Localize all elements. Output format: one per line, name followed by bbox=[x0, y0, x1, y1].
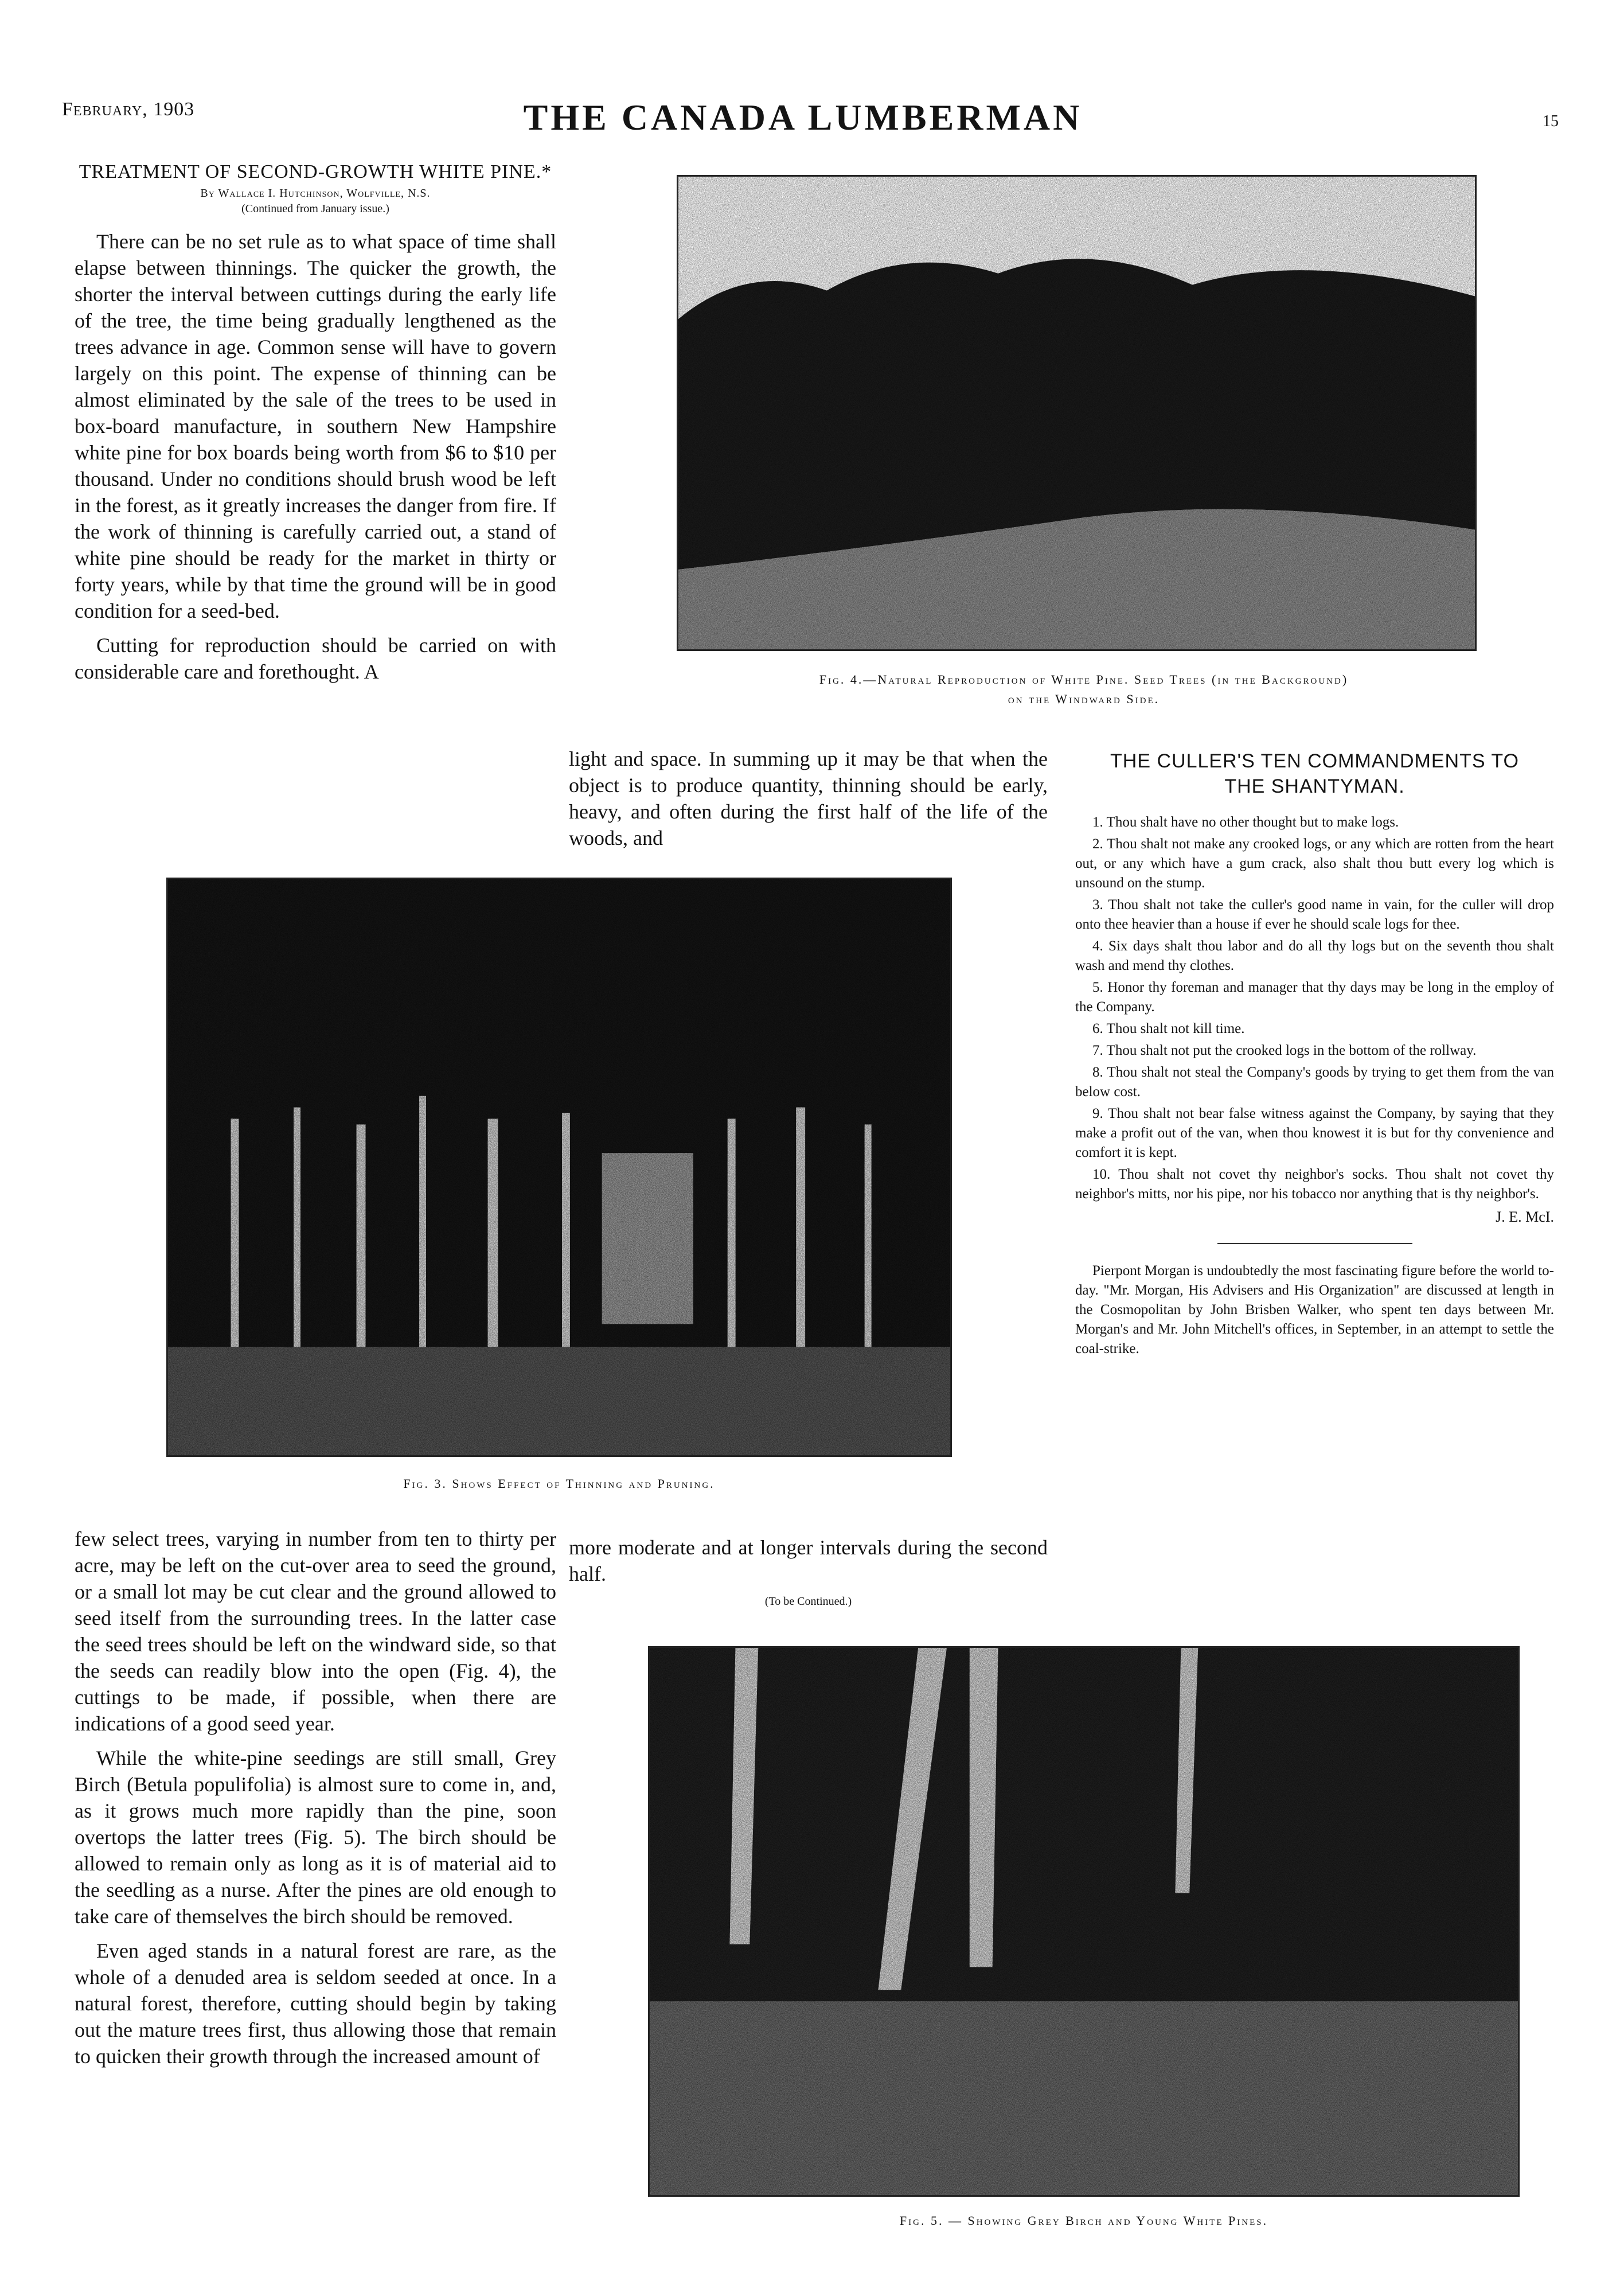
issue-date: February, 1903 bbox=[62, 99, 195, 120]
commandment-item: 8. Thou shalt not steal the Company's goods by trying to get them from the van below cost. bbox=[1075, 1065, 1554, 1100]
to-be-continued: (To be Continued.) bbox=[764, 1595, 852, 1608]
commandments-title-line2: THE SHANTYMAN. bbox=[1224, 775, 1405, 797]
fig3-photo bbox=[166, 878, 952, 1457]
fig4-caption-line1: Fig. 4.—Natural Reproduction of White Pine. Seed Trees (in the Background) bbox=[819, 672, 1349, 687]
article-paragraph: light and space. In summing up it may be that when the object is to produce quantity, thinning should be early, heavy, and often during the first half of the life of the woods, and bbox=[569, 747, 1048, 849]
masthead: THE CANADA LUMBERMAN bbox=[523, 97, 1083, 138]
article-column-1-top bbox=[75, 161, 556, 693]
article-paragraph: There can be no set rule as to what space of time shall elapse between thinnings. The quicker the growth, the shorter the interval between cuttings during the early life of the tree, the time being gradually lengthened as the trees advance in age. Common sense will have to govern largely on this point. The expense of thinning can be almost eliminated by the sale of the trees to be used in box-board manufacture, in southern New Hampshire white pine for box boards being worth from $6 to $10 per thousand. Under no conditions should brush wood be left in the forest, as it greatly increases the danger from fire. If the work of thinning is carefully carried out, a stand of white pine should be ready for the market in thirty or forty years, while by that time the ground will be in good condition for a seed-bed. bbox=[75, 230, 556, 622]
article-paragraph: more moderate and at longer intervals during the second half. bbox=[569, 1536, 1048, 1585]
fig4-photo bbox=[677, 175, 1477, 651]
commandment-item: 9. Thou shalt not bear false witness against the Company, by saying that they make a profit out of the van, when thou knowest it is but for thy convenience and comfort it is kept. bbox=[1075, 1106, 1554, 1160]
article-paragraph: While the white-pine seedings are still small, Grey Birch (Betula populifolia) is almost sure to come in, and, as it grows much more rapidly than the pine, soon overtops the latter trees (Fig. 5). The birch should be allowed to remain only as long as it is of material aid to the seedling as a nurse. After the pines are old enough to take care of themselves the birch should be removed. bbox=[75, 1747, 556, 1928]
article-paragraph: few select trees, varying in number from ten to thirty per acre, may be left on the cut-over area to seed the ground, or a small lot may be cut clear and the ground allowed to seed itself from the surrounding trees. In the latter case the seed trees should be left on the windward side, so that the seeds can readily blow into the open (Fig. 4), the cuttings to be made, if possible, when there are indications of a good seed year. bbox=[75, 1527, 556, 1735]
commandments-title-line1: THE CULLER'S TEN COMMANDMENTS TO bbox=[1110, 750, 1519, 772]
commandments-signature: J. E. McI. bbox=[1496, 1209, 1554, 1225]
fig5-caption: Fig. 5. — Showing Grey Birch and Young White Pines. bbox=[899, 2213, 1268, 2228]
commandment-item: 3. Thou shalt not take the culler's good name in vain, for the culler will drop onto thee heavier than a house if ever he should scale logs for thee. bbox=[1075, 897, 1554, 932]
article-column-1-bottom bbox=[75, 1526, 556, 2077]
page-number: 15 bbox=[1543, 112, 1559, 130]
fig5-photo bbox=[648, 1646, 1520, 2197]
commandment-item: 6. Thou shalt not kill time. bbox=[1092, 1021, 1245, 1036]
article-paragraph: Cutting for reproduction should be carried on with considerable care and forethought. A bbox=[75, 634, 556, 683]
commandment-item: 7. Thou shalt not put the crooked logs in the bottom of the rollway. bbox=[1092, 1043, 1477, 1058]
morgan-note bbox=[1075, 1261, 1554, 1359]
commandments-title bbox=[1075, 749, 1554, 799]
fig4-caption bbox=[642, 670, 1525, 709]
article-column-2-top bbox=[569, 746, 1048, 859]
commandments-column bbox=[1075, 749, 1554, 1359]
commandment-item: 10. Thou shalt not covet thy neighbor's socks. Thou shalt not covet thy neighbor's mitts, nor his pipe, nor his tobacco nor anything that is thy neighbor's. bbox=[1075, 1167, 1554, 1202]
article-byline: By Wallace I. Hutchinson, Wolfville, N.S. bbox=[200, 187, 431, 200]
commandment-item: 2. Thou shalt not make any crooked logs, or any which are rotten from the heart out, or any which have a gum crack, also shalt thou butt every log which is unsound on the stump. bbox=[1075, 836, 1554, 891]
morgan-paragraph: Pierpont Morgan is undoubtedly the most fascinating figure before the world to-day. "Mr. Morgan, His Advisers and His Organization" are discussed at length in the Cosmopolitan by John Brisben Walker, who spent ten days between Mr. Morgan's and Mr. John Mitchell's offices, in September, in an attempt to settle the coal-strike. bbox=[1075, 1263, 1554, 1356]
grey-birch-image bbox=[650, 1648, 1518, 2195]
article-title: TREATMENT OF SECOND-GROWTH WHITE PINE.* bbox=[79, 161, 552, 182]
commandment-item: 5. Honor thy foreman and manager that thy days may be long in the employ of the Company. bbox=[1075, 980, 1554, 1015]
fig4-caption-line2: on the Windward Side. bbox=[1008, 692, 1160, 706]
divider-rule bbox=[1217, 1243, 1412, 1244]
fig3-caption: Fig. 3. Shows Effect of Thinning and Pruning. bbox=[403, 1476, 715, 1491]
commandment-item: 1. Thou shalt have no other thought but to make logs. bbox=[1092, 814, 1399, 830]
article-column-2-bottom bbox=[569, 1534, 1048, 1608]
commandments-list bbox=[1075, 813, 1554, 1204]
thinned-pine-stand-image bbox=[168, 879, 950, 1455]
pine-hillside-image bbox=[678, 177, 1475, 649]
article-paragraph: Even aged stands in a natural forest are rare, as the whole of a denuded area is seldom seeded at once. In a natural forest, therefore, cutting should begin by taking out the mature trees first, thus allowing those that remain to quicken their growth through the increased amount of bbox=[75, 1939, 556, 2068]
commandment-item: 4. Six days shalt thou labor and do all thy logs but on the seventh thou shalt wash and mend thy clothes. bbox=[1075, 938, 1554, 973]
continued-note: (Continued from January issue.) bbox=[241, 202, 389, 215]
